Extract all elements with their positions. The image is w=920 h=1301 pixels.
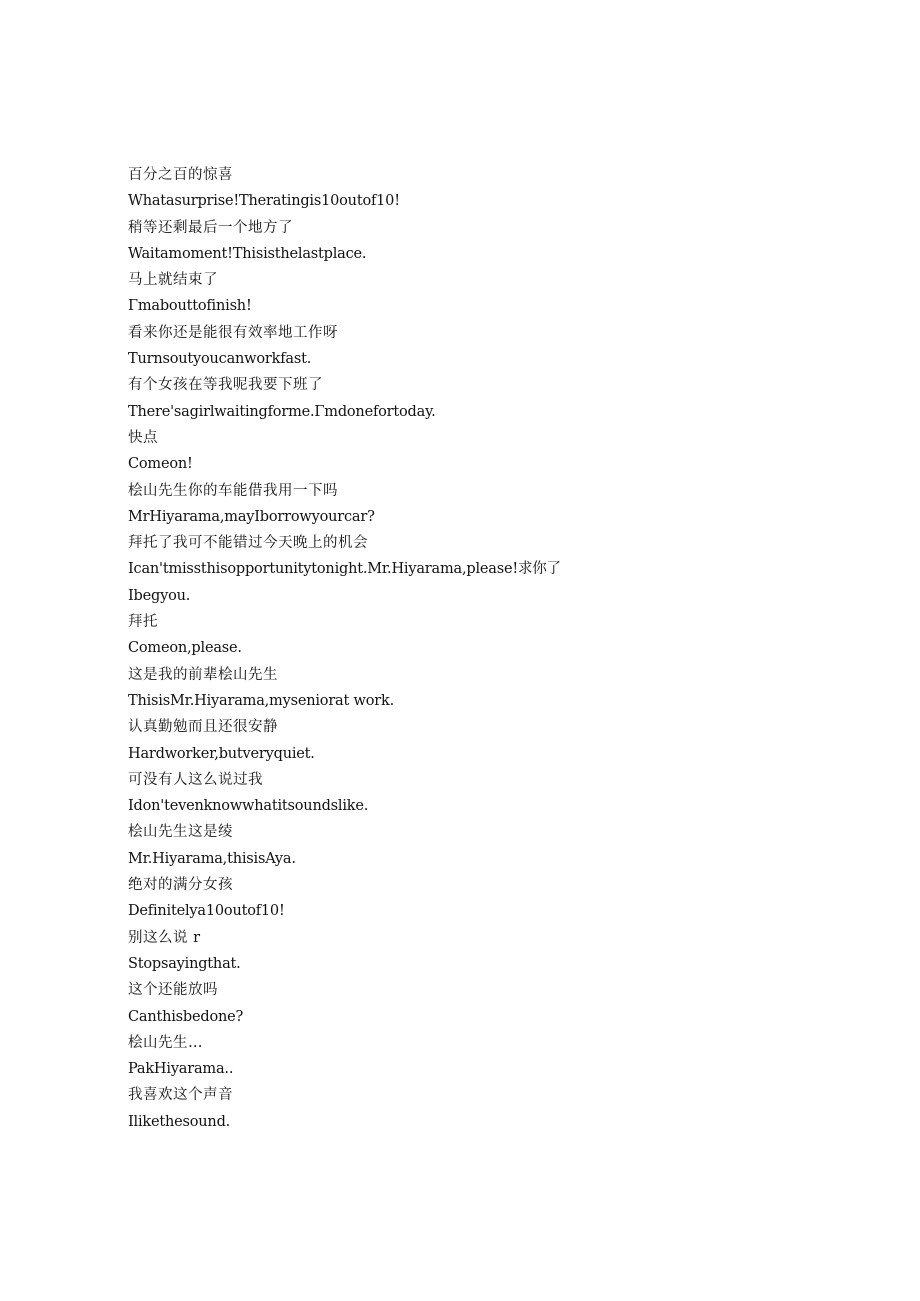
- text-line: Turnsoutyoucanworkfast.: [128, 351, 312, 368]
- text-line: Hardworker,butveryquiet.: [128, 745, 315, 762]
- text-line: Waitamoment!Thisisthelastplace.: [128, 245, 367, 262]
- text-line: Mr.Hiyarama,thisisAya.: [128, 850, 296, 867]
- text-line: 桧山先生这是绫: [128, 824, 233, 841]
- text-line: 别这么说 r: [128, 929, 201, 946]
- text-line: 桧山先生你的车能借我用一下吗: [128, 482, 338, 499]
- text-line: Stopsayingthat.: [128, 955, 241, 972]
- text-line: Comeon,please.: [128, 640, 242, 657]
- text-line: Ican'tmissthisopportunitytonight.Mr.Hiyarama,please!求你了: [128, 561, 561, 578]
- text-line: MrHiyarama,mayIborrowyourcar?: [128, 508, 375, 525]
- text-line: 马上就结束了: [128, 272, 218, 289]
- text-line: Γmabouttofinish!: [128, 298, 252, 315]
- document-body: [128, 162, 828, 1135]
- text-line: 稍等还剩最后一个地方了: [128, 219, 293, 236]
- text-line: 认真勤勉而且还很安静: [128, 719, 278, 736]
- text-line: There'sagirlwaitingforme.Γmdonefortoday.: [128, 403, 436, 420]
- text-line: 这个还能放吗: [128, 982, 218, 999]
- text-line: 绝对的满分女孩: [128, 877, 233, 894]
- text-line: 这是我的前辈桧山先生: [128, 666, 278, 683]
- text-line: PakHiyarama..: [128, 1061, 234, 1078]
- text-line: 快点: [128, 429, 158, 446]
- text-line: 看来你还是能很有效率地工作呀: [128, 324, 338, 341]
- text-line: ThisisMr.Hiyarama,myseniorat work.: [128, 692, 395, 709]
- text-line: Whatasurprise!Theratingis10outof10!: [128, 193, 400, 210]
- text-line: Ibegyou.: [128, 587, 191, 604]
- text-line: 可没有人这么说过我: [128, 771, 263, 788]
- text-line: 桧山先生…: [128, 1034, 203, 1051]
- text-line: Ilikethesound.: [128, 1113, 231, 1130]
- text-line: 拜托: [128, 614, 158, 631]
- text-line: Idon'tevenknowwhatitsoundslike.: [128, 798, 369, 815]
- text-line: 百分之百的惊喜: [128, 167, 233, 183]
- text-line: 我喜欢这个声音: [128, 1087, 233, 1104]
- text-line: Comeon!: [128, 456, 193, 473]
- text-line: Canthisbedone?: [128, 1008, 244, 1025]
- text-line: 有个女孩在等我呢我要下班了: [128, 377, 323, 394]
- text-line: 拜托了我可不能错过今天晚上的机会: [128, 535, 368, 552]
- text-line: Definitelya10outof10!: [128, 903, 285, 920]
